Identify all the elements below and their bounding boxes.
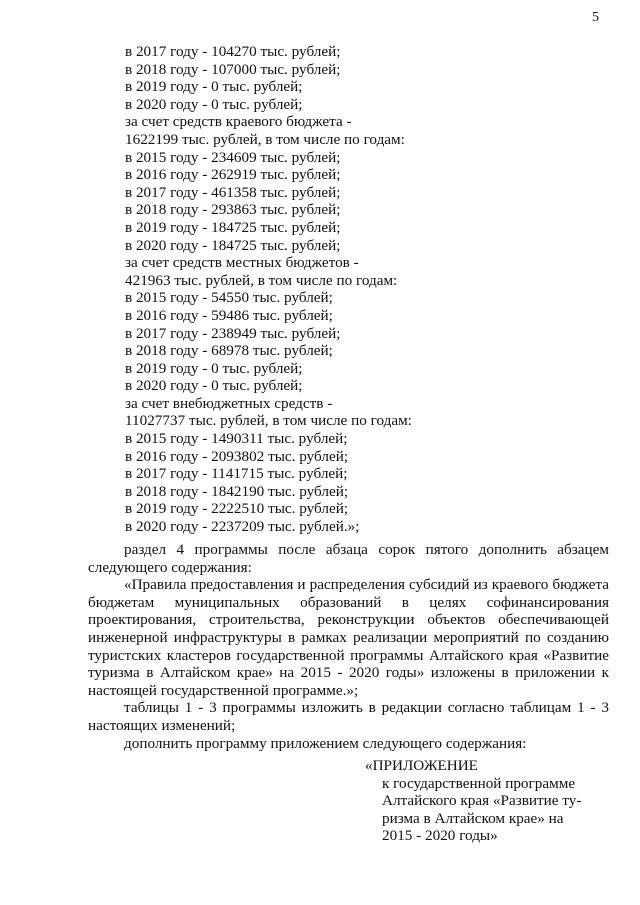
funding-line: в 2020 году - 0 тыс. рублей; bbox=[125, 95, 303, 113]
funding-line: 11027737 тыс. рублей, в том числе по годам: bbox=[125, 412, 412, 430]
funding-line: в 2018 году - 293863 тыс. рублей; bbox=[125, 201, 341, 219]
funding-line: за счет средств местных бюджетов - bbox=[125, 254, 359, 272]
funding-line: в 2018 году - 107000 тыс. рублей; bbox=[125, 60, 341, 78]
appendix-block bbox=[365, 757, 625, 845]
funding-line: в 2015 году - 54550 тыс. рублей; bbox=[125, 289, 333, 307]
paragraph-section4: раздел 4 программы после абзаца сорок пятого дополнить абзацем следующего содержания: bbox=[88, 541, 609, 576]
funding-line: в 2017 году - 104270 тыс. рублей; bbox=[125, 43, 341, 60]
page-number: 5 bbox=[592, 10, 599, 25]
funding-line: в 2016 году - 59486 тыс. рублей; bbox=[125, 306, 333, 324]
funding-line: в 2015 году - 1490311 тыс. рублей; bbox=[125, 430, 348, 448]
appendix-line: ризма в Алтайском крае» на bbox=[382, 809, 564, 827]
funding-line: в 2017 году - 238949 тыс. рублей; bbox=[125, 324, 341, 342]
funding-line: за счет внебюджетных средств - bbox=[125, 394, 333, 412]
funding-line: в 2016 году - 262919 тыс. рублей; bbox=[125, 166, 341, 184]
funding-line: в 2018 году - 1842190 тыс. рублей; bbox=[125, 482, 349, 500]
appendix-line: Алтайского края «Развитие ту- bbox=[382, 792, 582, 810]
funding-line: в 2020 году - 184725 тыс. рублей; bbox=[125, 236, 341, 254]
funding-line: в 2020 году - 2237209 тыс. рублей.»; bbox=[125, 518, 360, 536]
paragraph-supplement: дополнить программу приложением следующего содержания: bbox=[124, 734, 527, 752]
funding-line: в 2017 году - 461358 тыс. рублей; bbox=[125, 183, 341, 201]
body-paragraphs bbox=[88, 541, 609, 752]
funding-line: в 2015 году - 234609 тыс. рублей; bbox=[125, 148, 341, 166]
funding-line: в 2018 году - 68978 тыс. рублей; bbox=[125, 342, 333, 360]
appendix-line: к государственной программе bbox=[382, 774, 576, 792]
funding-line: в 2017 году - 1141715 тыс. рублей; bbox=[125, 465, 348, 483]
funding-line: в 2019 году - 0 тыс. рублей; bbox=[125, 359, 303, 377]
paragraph-tables: таблицы 1 - 3 программы изложить в редакции согласно таблицам 1 - 3 настоящих изменений; bbox=[88, 699, 609, 734]
funding-line: 1622199 тыс. рублей, в том числе по годам: bbox=[125, 130, 405, 148]
funding-line: в 2020 году - 0 тыс. рублей; bbox=[125, 377, 303, 395]
funding-line: в 2019 году - 184725 тыс. рублей; bbox=[125, 218, 341, 236]
funding-line: в 2019 году - 2222510 тыс. рублей; bbox=[125, 500, 349, 518]
funding-list bbox=[125, 43, 425, 536]
funding-line: в 2019 году - 0 тыс. рублей; bbox=[125, 78, 303, 96]
appendix-heading: «ПРИЛОЖЕНИЕ bbox=[365, 757, 478, 774]
paragraph-rules: «Правила предоставления и распределения субсидий из краевого бюджета бюджетам муниципальных образований в целях софинансирования проектирования, строительства, реконструкции объектов обеспечивающей инженерной инфраструктуры в рамках реализации мероприятий по созданию туристских кластеров государственной программы Алтайского края «Развитие туризма в Алтайском крае» на 2015 - 2020 годы» изложены в приложении к настоящей государственной программе.»; bbox=[88, 576, 609, 699]
funding-line: 421963 тыс. рублей, в том числе по годам: bbox=[125, 271, 398, 289]
funding-line: за счет средств краевого бюджета - bbox=[125, 113, 352, 131]
appendix-line: 2015 - 2020 годы» bbox=[382, 827, 498, 845]
funding-line: в 2016 году - 2093802 тыс. рублей; bbox=[125, 447, 349, 465]
